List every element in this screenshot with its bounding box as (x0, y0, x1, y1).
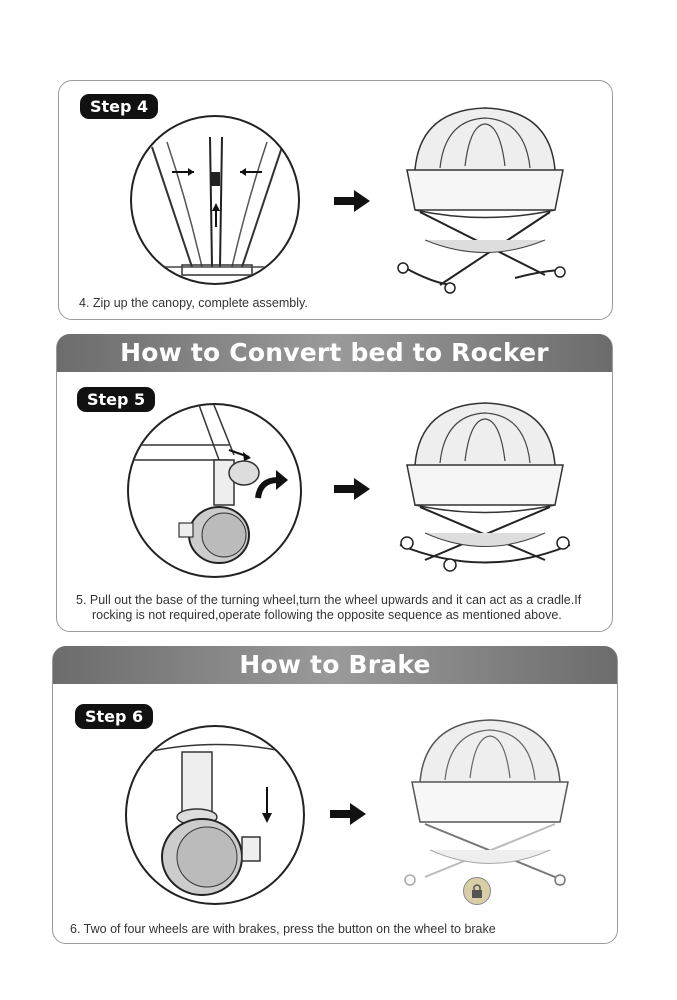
step5-caption-line2: rocking is not required,operate following the opposite sequence as mentioned above. (92, 608, 562, 622)
step5-badge: Step 5 (77, 387, 155, 412)
right-arrow-icon (334, 478, 370, 500)
down-arrow-icon (262, 813, 272, 823)
zipper-canopy-illustration (132, 117, 300, 285)
right-small-arrow-icon (243, 452, 251, 461)
curved-arrow-icon (254, 470, 290, 502)
step4-zipper-detail (130, 115, 300, 285)
step6-badge: Step 6 (75, 704, 153, 729)
right-arrow-icon (330, 803, 366, 825)
step6-caption: 6. Two of four wheels are with brakes, press the button on the wheel to brake (70, 922, 496, 936)
step4-badge: Step 4 (80, 94, 158, 119)
brake-wheel-illustration (127, 727, 305, 905)
step6-brake-detail (125, 725, 305, 905)
right-arrow-icon (334, 190, 370, 212)
step4-caption: 4. Zip up the canopy, complete assembly. (79, 296, 308, 310)
bassinet-canopy-closed-illustration (395, 100, 575, 300)
brake-section-title: How to Brake (53, 646, 617, 684)
lock-icon (463, 877, 491, 905)
step5-caption-line1: 5. Pull out the base of the turning wheel,turn the wheel upwards and it can act as a cradle.If (76, 593, 582, 607)
bassinet-rocker-illustration (395, 395, 575, 585)
convert-section-title: How to Convert bed to Rocker (57, 334, 612, 372)
